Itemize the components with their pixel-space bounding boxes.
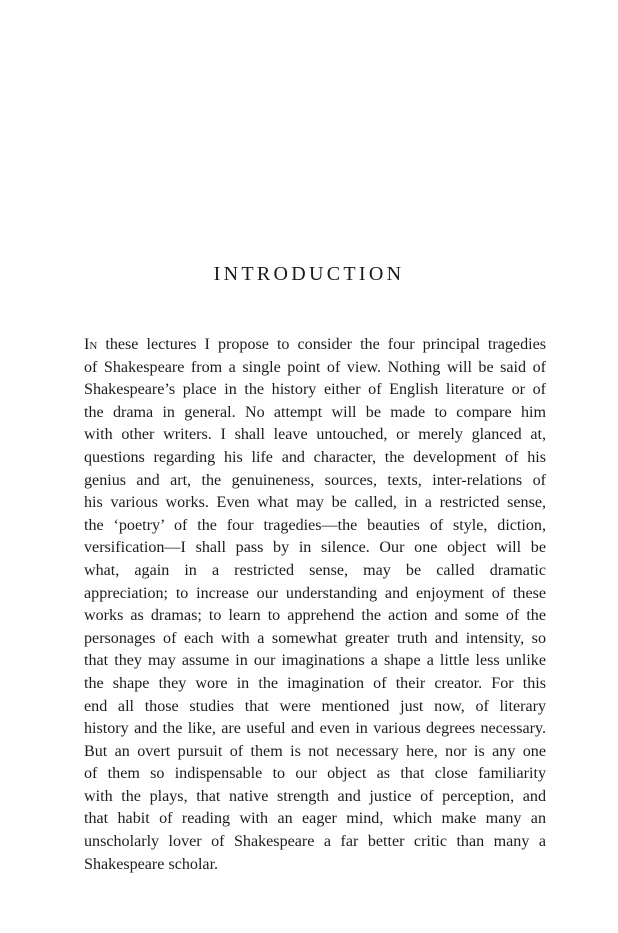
paragraph-line: genius and art, the genuineness, sources, texts, inter-relations of bbox=[84, 471, 546, 489]
paragraph-line: with other writers. I shall leave untouched, or merely glanced at, bbox=[84, 426, 546, 444]
paragraph-line: Shakespeare’s place in the history either of English literature or of bbox=[84, 381, 546, 399]
paragraph-line: history and the like, are useful and even in various degrees necessary. bbox=[84, 720, 546, 738]
paragraph-line: personages of each with a somewhat greater truth and intensity, so bbox=[84, 629, 546, 647]
paragraph-line: what, again in a restricted sense, may be called dramatic bbox=[84, 561, 546, 579]
paragraph-line: the shape they wore in the imagination of their creator. For this bbox=[84, 674, 546, 692]
intro-paragraph bbox=[84, 334, 546, 876]
paragraph-line: his various works. Even what may be called, in a restricted sense, bbox=[84, 494, 546, 512]
paragraph-line: In these lectures I propose to consider the four principal tragedies bbox=[84, 336, 546, 353]
paragraph-line: works as dramas; to learn to apprehend the action and some of the bbox=[84, 607, 546, 625]
chapter-title: INTRODUCTION bbox=[213, 263, 405, 285]
lead-initial: In bbox=[84, 336, 98, 353]
paragraph-line: of Shakespeare from a single point of view. Nothing will be said of bbox=[84, 358, 546, 376]
paragraph-line: appreciation; to increase our understanding and enjoyment of these bbox=[84, 584, 546, 602]
paragraph-line: the drama in general. No attempt will be made to compare him bbox=[84, 403, 546, 421]
paragraph-line: Shakespeare scholar. bbox=[84, 855, 219, 873]
paragraph-line: end all those studies that were mentioned just now, of literary bbox=[84, 697, 546, 715]
paragraph-line: with the plays, that native strength and justice of perception, and bbox=[84, 787, 546, 805]
paragraph-line: of them so indispensable to our object as that close familiarity bbox=[84, 765, 546, 783]
paragraph-line: the ‘poetry’ of the four tragedies—the beauties of style, diction, bbox=[84, 516, 546, 534]
paragraph-line: that they may assume in our imaginations a shape a little less unlike bbox=[84, 652, 546, 670]
paragraph-line: questions regarding his life and character, the development of his bbox=[84, 448, 546, 466]
paragraph-line: unscholarly lover of Shakespeare a far better critic than many a bbox=[84, 833, 546, 851]
paragraph-line: But an overt pursuit of them is not necessary here, nor is any one bbox=[84, 742, 546, 760]
paragraph-line: versification—I shall pass by in silence. Our one object will be bbox=[84, 539, 546, 557]
paragraph-line: that habit of reading with an eager mind, which make many an bbox=[84, 810, 546, 828]
